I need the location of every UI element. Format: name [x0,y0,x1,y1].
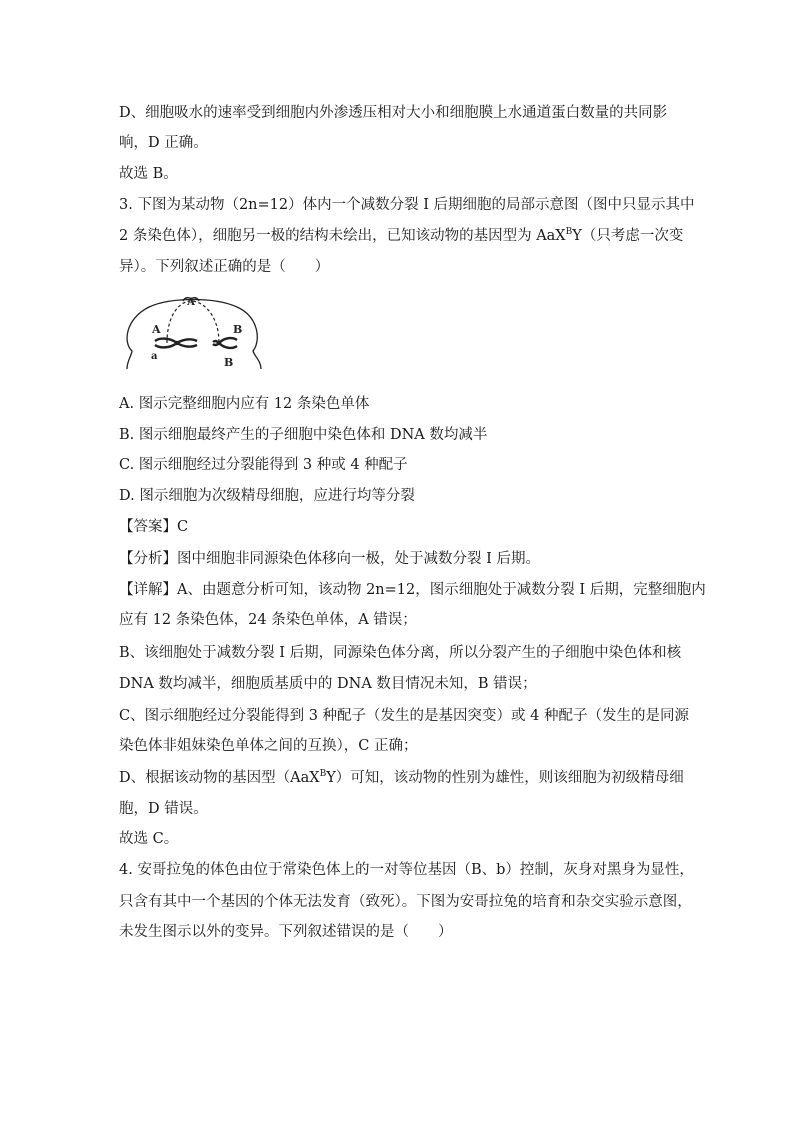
chromosome-right [213,338,237,348]
label-right-lower: B [224,356,234,369]
q3-stem-line2-post: Y（只考虑一次变 [572,228,684,244]
chromosome-left [155,339,197,348]
prev-option-d-line2: 响，D 正确。 [119,135,208,151]
q3-answer: 【答案】C [119,519,189,535]
q3-detail-line5: C、图示细胞经过分裂能得到 3 种配子（发生的是基因突变）或 4 种配子（发生的是同源 [119,708,689,724]
label-right-upper: B [233,323,243,336]
q3-detail-line3: B、该细胞处于减数分裂 I 后期，同源染色体分离，所以分裂产生的子细胞中染色体和核 [119,645,682,661]
prev-conclusion: 故选 B。 [119,166,178,182]
label-left-lower: a [151,351,158,362]
q3-stem-line2 [119,226,689,246]
q3-option-c: C. 图示细胞经过分裂能得到 3 种或 4 种配子 [119,457,408,473]
prev-option-d-line1: D、细胞吸水的速率受到细胞内外渗透压相对大小和细胞膜上水通道蛋白数量的共同影 [119,105,668,121]
q3-detail-line7 [119,768,689,788]
q3-stem-line3: 异）。下列叙述正确的是（ ） [119,259,330,275]
q3-stem-line2-sup: B [565,227,573,238]
cell-diagram [119,293,269,373]
q3-option-b: B. 图示细胞最终产生的子细胞中染色体和 DNA 数均减半 [119,427,488,443]
q3-detail-line4: DNA 数均减半，细胞质基质中的 DNA 数目情况未知，B 错误； [119,676,537,692]
q3-detail-line6: 染色体非姐妹染色单体之间的互换），C 正确； [119,738,418,754]
q3-detail-line1: 【详解】A、由题意分析可知，该动物 2n=12，图示细胞处于减数分裂 I 后期，完整细胞内 [119,582,706,598]
q3-detail-line2: 应有 12 条染色体，24 条染色单体，A 错误； [119,612,417,628]
label-top: A [187,297,195,308]
q3-stem-line1: 3. 下图为某动物（2n=12）体内一个减数分裂 I 后期细胞的局部示意图（图中只显示其中 [119,197,695,213]
q3-option-d: D. 图示细胞为次级精母细胞，应进行均等分裂 [119,488,415,504]
q4-stem-line3: 未发生图示以外的变异。下列叙述错误的是（ ） [119,924,453,940]
q4-stem-line1: 4. 安哥拉兔的体色由位于常染色体上的一对等位基因（B、b）控制，灰身对黑身为显性， [119,862,694,878]
q3-detail-line7-post: Y）可知，该动物的性别为雄性，则该细胞为初级精母细 [326,770,684,786]
q3-analysis: 【分析】图中细胞非同源染色体移向一极，处于减数分裂 I 后期。 [119,551,540,567]
q4-stem-line2: 只含有其中一个基因的个体无法发育（致死）。下图为安哥拉兔的培育和杂交实验示意图， [119,894,692,910]
q3-stem-line2-pre: 2 条染色体），细胞另一极的结构未绘出，已知该动物的基因型为 AaX [119,228,566,244]
q3-detail-line7-sup: B [319,769,327,780]
q3-option-a: A. 图示完整细胞内应有 12 条染色单体 [119,396,370,412]
q3-detail-line8: 胞，D 错误。 [119,801,208,817]
label-left-upper: A [152,323,161,336]
q3-conclusion: 故选 C。 [119,831,179,847]
q3-detail-line7-pre: D、根据该动物的基因型（AaX [119,770,320,786]
